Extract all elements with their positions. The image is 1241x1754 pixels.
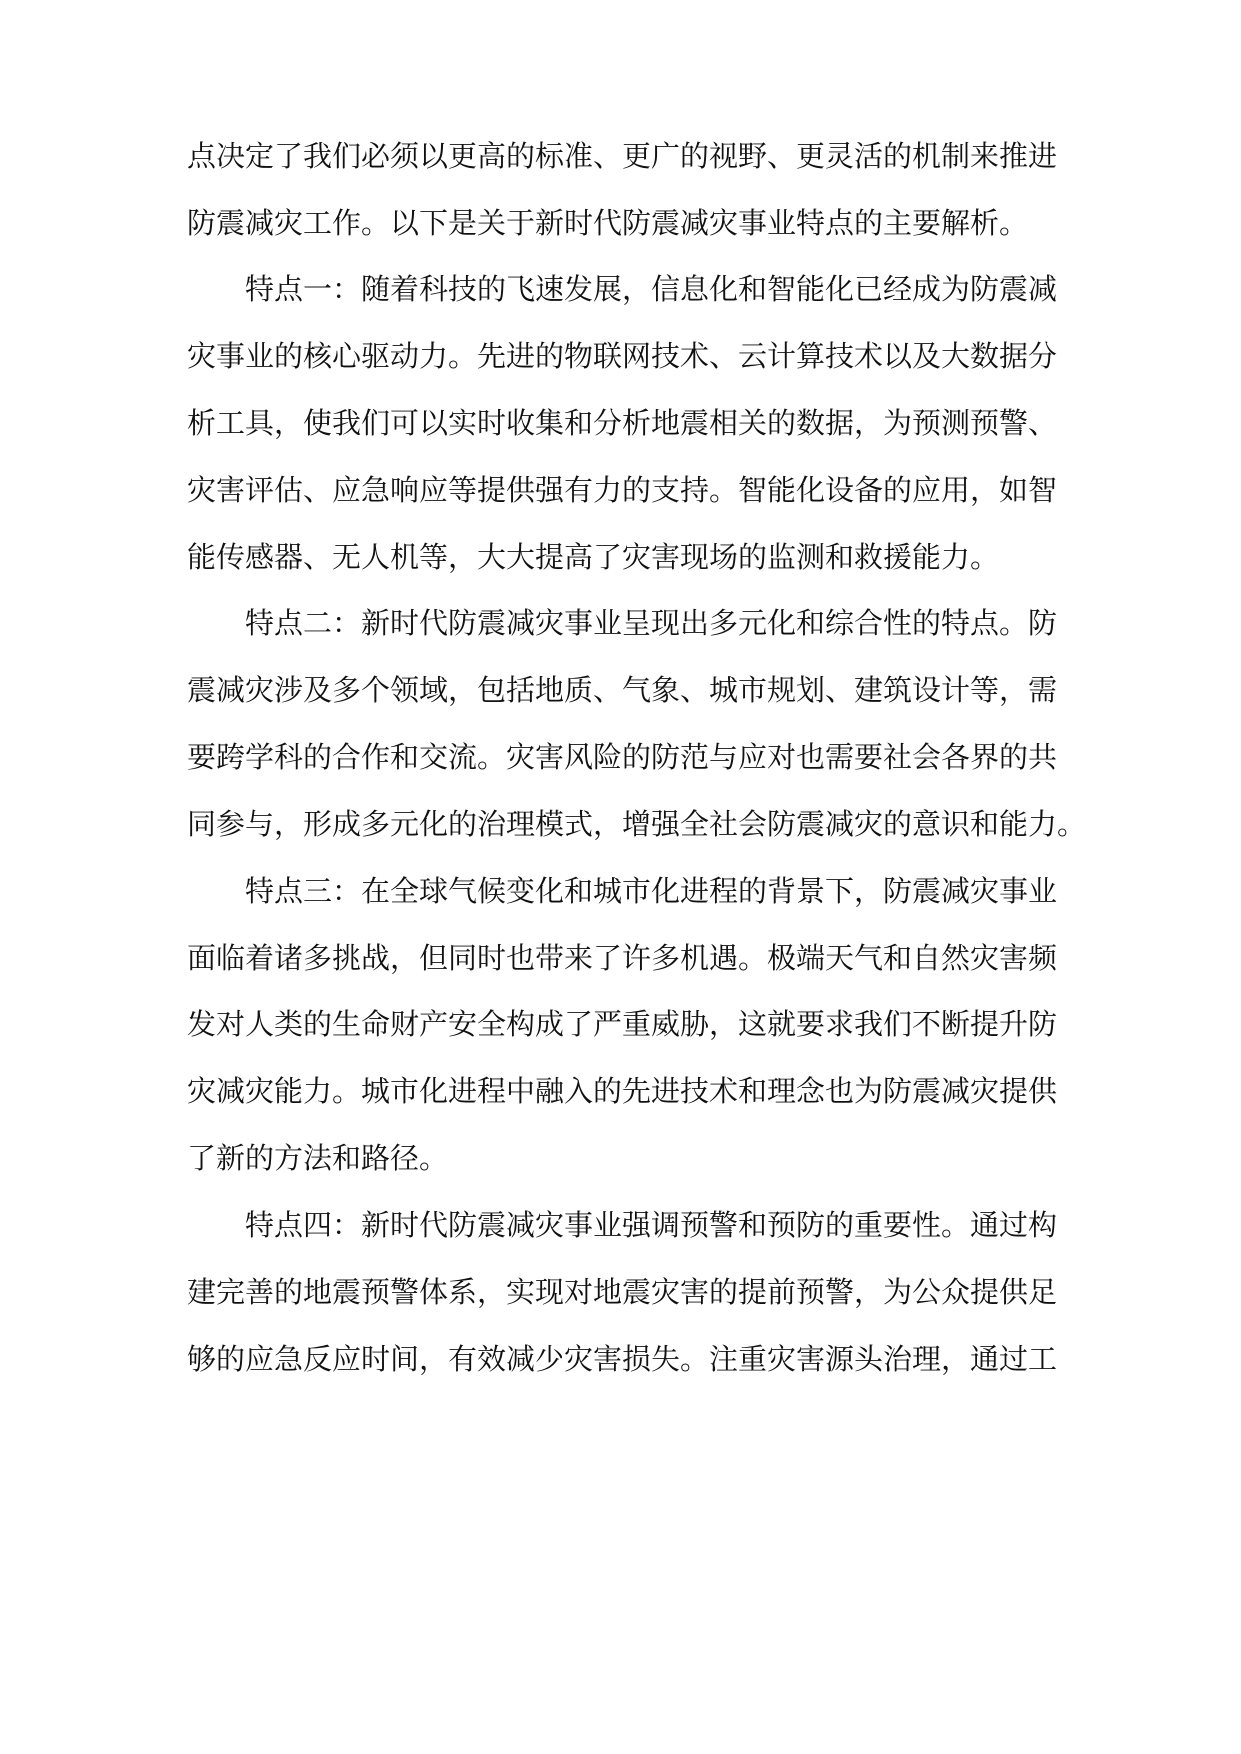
text-line: 建完善的地震预警体系，实现对地震灾害的提前预警，为公众提供足 [187,1275,1058,1309]
text-line: 析工具，使我们可以实时收集和分析地震相关的数据，为预测预警、 [187,406,1058,440]
paragraph-start-feature-4: 特点四：新时代防震减灾事业强调预警和预防的重要性。通过构 [245,1208,1058,1242]
text-line: 要跨学科的合作和交流。灾害风险的防范与应对也需要社会各界的共 [187,740,1058,774]
text-line: 同参与，形成多元化的治理模式，增强全社会防震减灾的意识和能力。 [187,807,1087,841]
text-line: 防震减灾工作。以下是关于新时代防震减灾事业特点的主要解析。 [187,206,1029,240]
text-line: 灾事业的核心驱动力。先进的物联网技术、云计算技术以及大数据分 [187,339,1058,373]
text-line: 能传感器、无人机等，大大提高了灾害现场的监测和救援能力。 [187,540,1000,574]
paragraph-start-feature-3: 特点三：在全球气候变化和城市化进程的背景下，防震减灾事业 [245,874,1058,908]
paragraph-start-feature-2: 特点二：新时代防震减灾事业呈现出多元化和综合性的特点。防 [245,606,1058,640]
text-line: 发对人类的生命财产安全构成了严重威胁，这就要求我们不断提升防 [187,1007,1058,1041]
text-line: 灾减灾能力。城市化进程中融入的先进技术和理念也为防震减灾提供 [187,1074,1058,1108]
text-line: 够的应急反应时间，有效减少灾害损失。注重灾害源头治理，通过工 [187,1342,1058,1376]
paragraph-start-feature-1: 特点一：随着科技的飞速发展，信息化和智能化已经成为防震减 [245,272,1058,306]
text-line: 灾害评估、应急响应等提供强有力的支持。智能化设备的应用，如智 [187,473,1058,507]
text-line: 面临着诸多挑战，但同时也带来了许多机遇。极端天气和自然灾害频 [187,941,1058,975]
text-line: 震减灾涉及多个领域，包括地质、气象、城市规划、建筑设计等，需 [187,673,1058,707]
text-line: 了新的方法和路径。 [187,1141,449,1175]
text-line: 点决定了我们必须以更高的标准、更广的视野、更灵活的机制来推进 [187,139,1058,173]
